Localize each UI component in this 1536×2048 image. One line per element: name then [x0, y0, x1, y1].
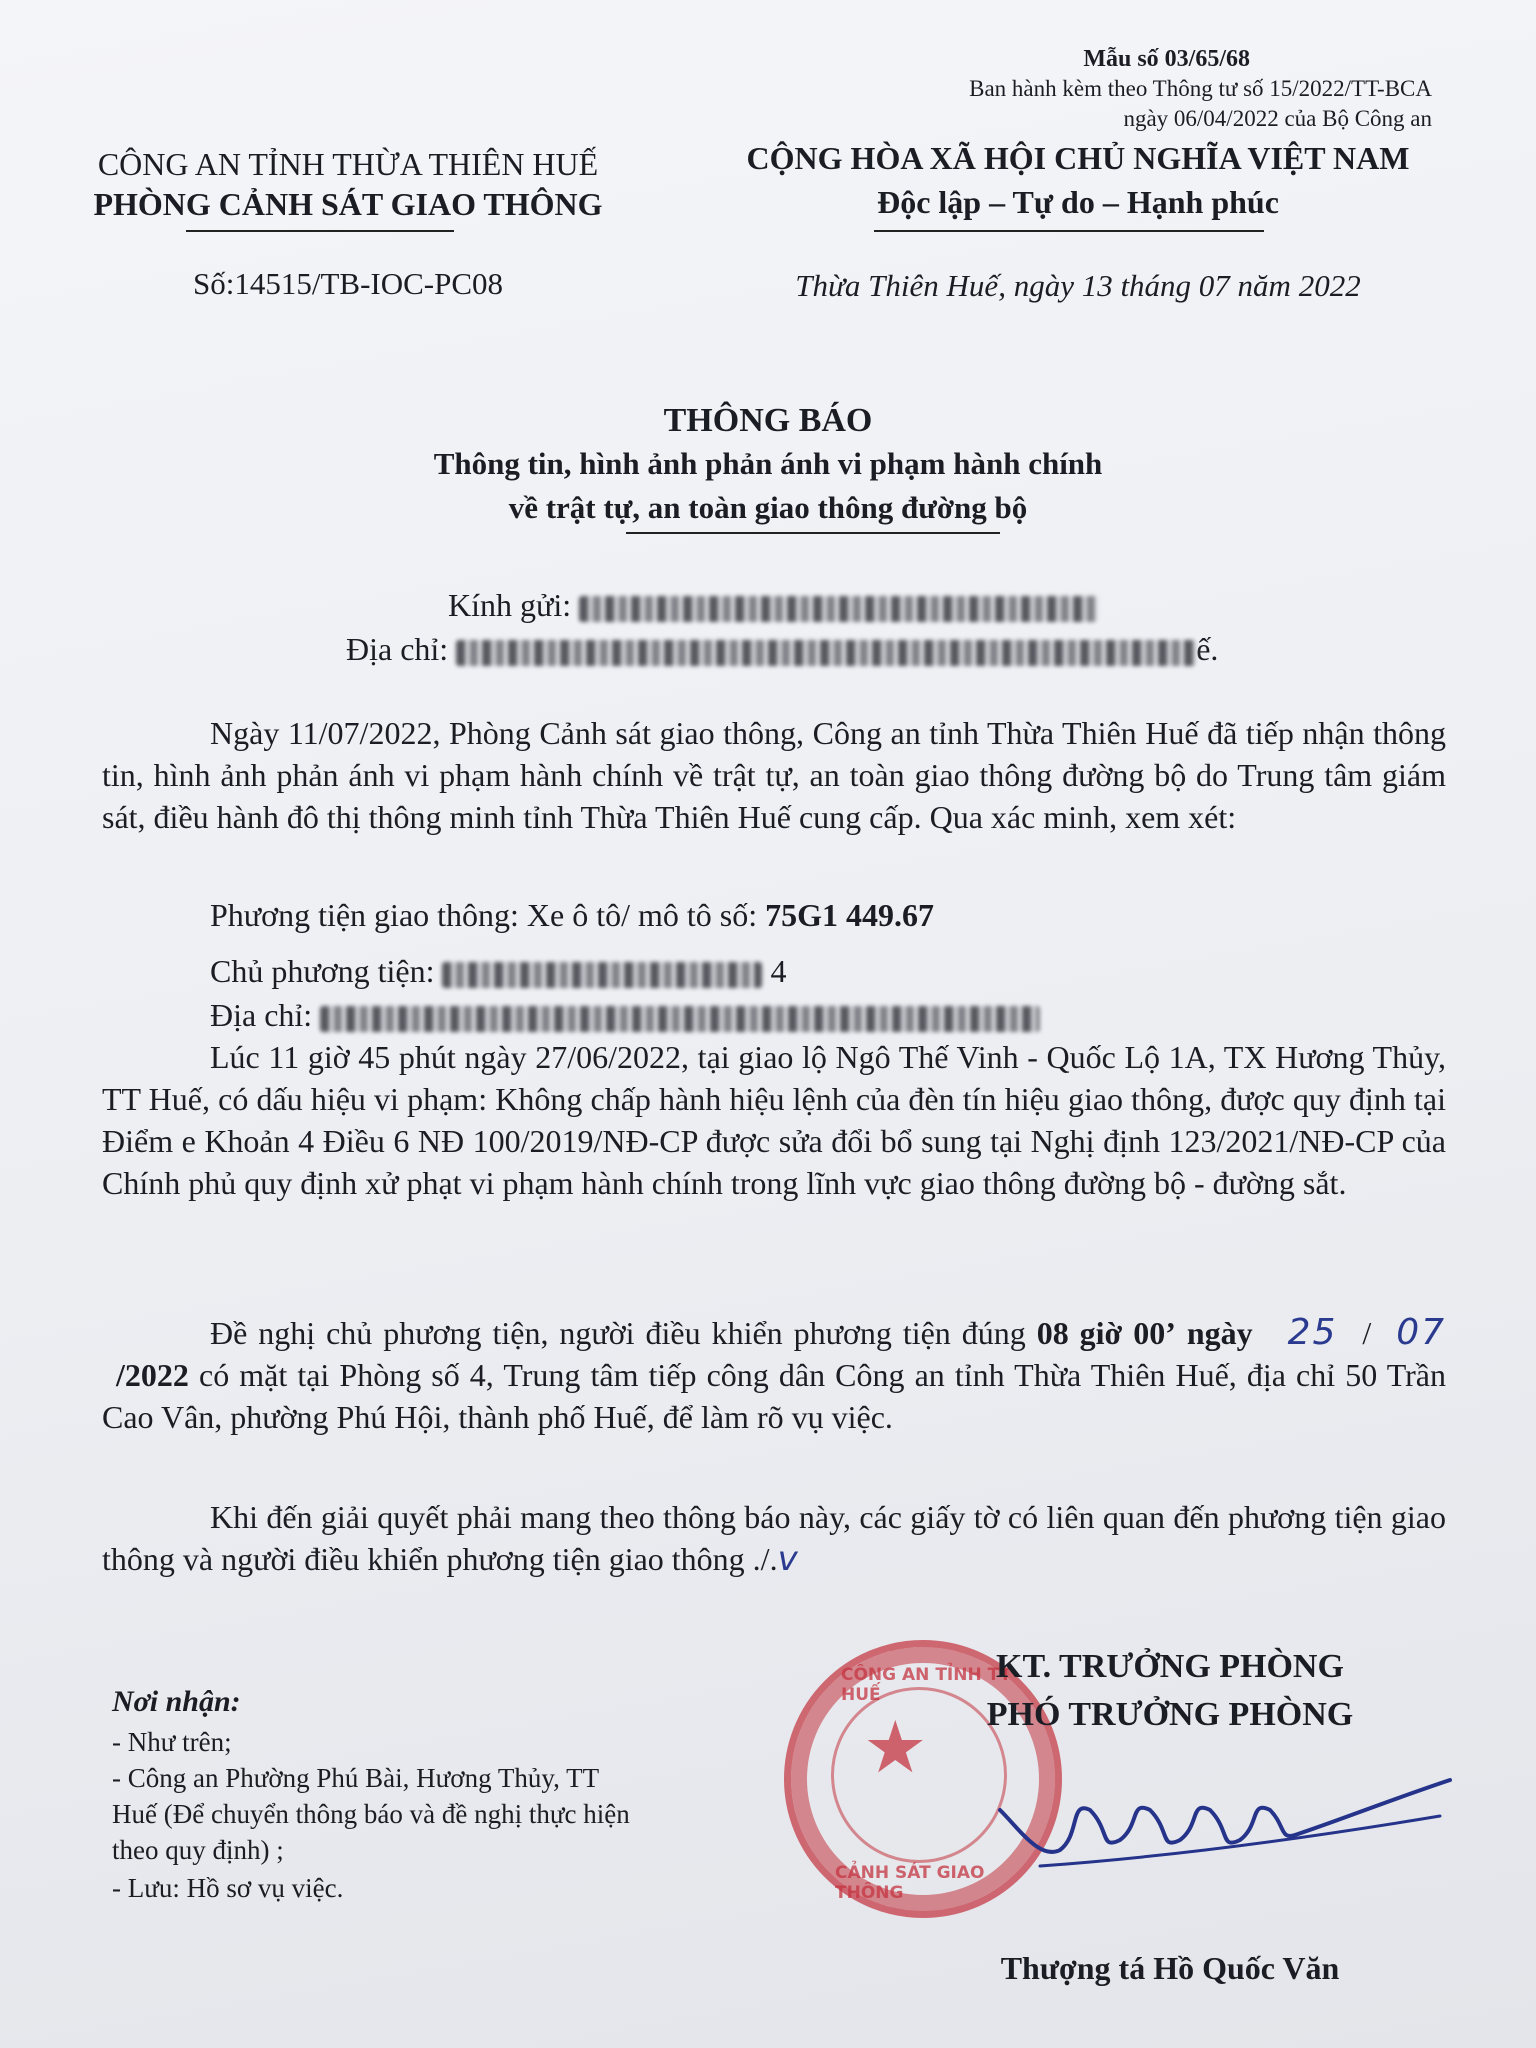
nation-header: CỘNG HÒA XÃ HỘI CHỦ NGHĨA VIỆT NAM	[746, 140, 1410, 176]
owner-label: Chủ phương tiện:	[210, 953, 435, 989]
owner-tail: 4	[770, 953, 787, 989]
recipient-label: Kính gửi:	[448, 587, 572, 623]
vehicle-label: Phương tiện giao thông: Xe ô tô/ mô tô số:	[210, 897, 758, 933]
redacted-recipient	[579, 596, 1099, 622]
notice-subtitle-1: Thông tin, hình ảnh phản ánh vi phạm hành chính	[433, 446, 1103, 481]
handwritten-signature	[980, 1740, 1460, 1880]
document-number: Số:14515/TB-IOC-PC08	[192, 266, 504, 301]
form-reference-line: Ban hành kèm theo Thông tư số 15/2022/TT-BCA	[969, 76, 1432, 101]
signer-title-1: KT. TRƯỞNG PHÒNG	[996, 1648, 1344, 1685]
notice-subtitle-2: về trật tự, an toàn giao thông đường bộ	[508, 490, 1028, 525]
receiver-item-2-cont: Huế (Để chuyển thông báo và đề nghị thực hiện	[112, 1799, 630, 1829]
issuer-department: PHÒNG CẢNH SÁT GIAO THÔNG	[93, 186, 603, 222]
receiver-item-2: - Công an Phường Phú Bài, Hương Thủy, TT	[112, 1763, 600, 1793]
receiver-item-2-end: theo quy định) ;	[112, 1835, 284, 1865]
notice-title: THÔNG BÁO	[663, 402, 873, 439]
issuer-underline	[186, 230, 454, 232]
summons-year: /2022	[116, 1357, 189, 1393]
title-underline	[626, 532, 1000, 534]
receiver-item-3: - Lưu: Hồ sơ vụ việc.	[112, 1873, 344, 1903]
redacted-owner-address	[320, 1006, 1040, 1032]
recipient-line	[448, 584, 1099, 626]
form-reference-date: ngày 06/04/2022 của Bộ Công an	[1123, 106, 1432, 131]
motto-underline	[874, 230, 1264, 232]
date-separator: /	[1362, 1315, 1372, 1351]
handwritten-day: 25	[1287, 1312, 1338, 1353]
owner-address-line	[210, 994, 1040, 1036]
issuer-agency: CÔNG AN TỈNH THỪA THIÊN HUẾ	[97, 146, 599, 182]
summons-text-b: có mặt tại Phòng số 4, Trung tâm tiếp công dân Công an tỉnh Thừa Thiên Huế, địa chỉ 50 Trần Cao Vân, phường Phú Hội, thành phố Huế, để làm rõ vụ việc.	[102, 1357, 1447, 1435]
summons-time: 08 giờ 00’	[1036, 1315, 1176, 1351]
recipient-address-tail: ế.	[1196, 631, 1219, 667]
nation-motto: Độc lập – Tự do – Hạnh phúc	[877, 184, 1279, 220]
signer-title-2: PHÓ TRƯỞNG PHÒNG	[986, 1696, 1354, 1733]
handwritten-month: 07	[1396, 1312, 1447, 1353]
form-number: Mẫu số 03/65/68	[1083, 46, 1250, 72]
vehicle-line	[210, 894, 934, 936]
owner-line	[210, 950, 786, 992]
receiver-item-1: - Như trên;	[112, 1727, 232, 1757]
issue-date: Thừa Thiên Huế, ngày 13 tháng 07 năm 2022	[795, 268, 1361, 303]
recipient-address-label: Địa chỉ:	[346, 631, 449, 667]
redacted-owner-name	[442, 962, 762, 988]
instructions-text: Khi đến giải quyết phải mang theo thông báo này, các giấy tờ có liên quan đến phương tiện giao thông và người điều khiển phương tiện giao thông ./.	[102, 1499, 1446, 1577]
handwritten-check-mark: v	[777, 1539, 798, 1579]
paragraph-summons	[102, 1312, 1446, 1438]
paragraph-instructions	[102, 1496, 1446, 1580]
redacted-recipient-address	[456, 640, 1196, 666]
paragraph-violation: Lúc 11 giờ 45 phút ngày 27/06/2022, tại giao lộ Ngô Thế Vinh - Quốc Lộ 1A, TX Hương Thủy, TT Huế, có dấu hiệu vi phạm: Không chấp hành hiệu lệnh của đèn tín hiệu giao thông, được quy định tại Điểm e Khoản 4 Điều 6 NĐ 100/2019/NĐ-CP được sửa đổi bổ sung tại Nghị định 123/2021/NĐ-CP của Chính phủ quy định xử phạt vi phạm hành chính trong lĩnh vực giao thông đường bộ - đường sắt.	[102, 1039, 1446, 1201]
license-plate: 75G1 449.67	[765, 897, 935, 933]
paragraph-intro: Ngày 11/07/2022, Phòng Cảnh sát giao thông, Công an tỉnh Thừa Thiên Huế đã tiếp nhận thông tin, hình ảnh phản ánh vi phạm hành chính về trật tự, an toàn giao thông đường bộ do Trung tâm giám sát, điều hành đô thị thông minh tỉnh Thừa Thiên Huế cung cấp. Qua xác minh, xem xét:	[102, 715, 1446, 835]
seal-text-top: CÔNG AN TỈNH TT HUẾ	[841, 1665, 1012, 1705]
summons-day-label: ngày	[1186, 1315, 1253, 1351]
seal-star-icon: ★	[863, 1705, 928, 1789]
summons-text-a: Đề nghị chủ phương tiện, người điều khiển phương tiện đúng	[210, 1315, 1026, 1351]
signer-name: Thượng tá Hồ Quốc Văn	[1000, 1950, 1340, 1986]
seal-text-bottom: CẢNH SÁT GIAO THÔNG	[835, 1863, 985, 1903]
owner-address-label: Địa chỉ:	[210, 997, 313, 1033]
recipient-address-line	[346, 628, 1218, 670]
receivers-heading: Nơi nhận:	[112, 1685, 241, 1718]
